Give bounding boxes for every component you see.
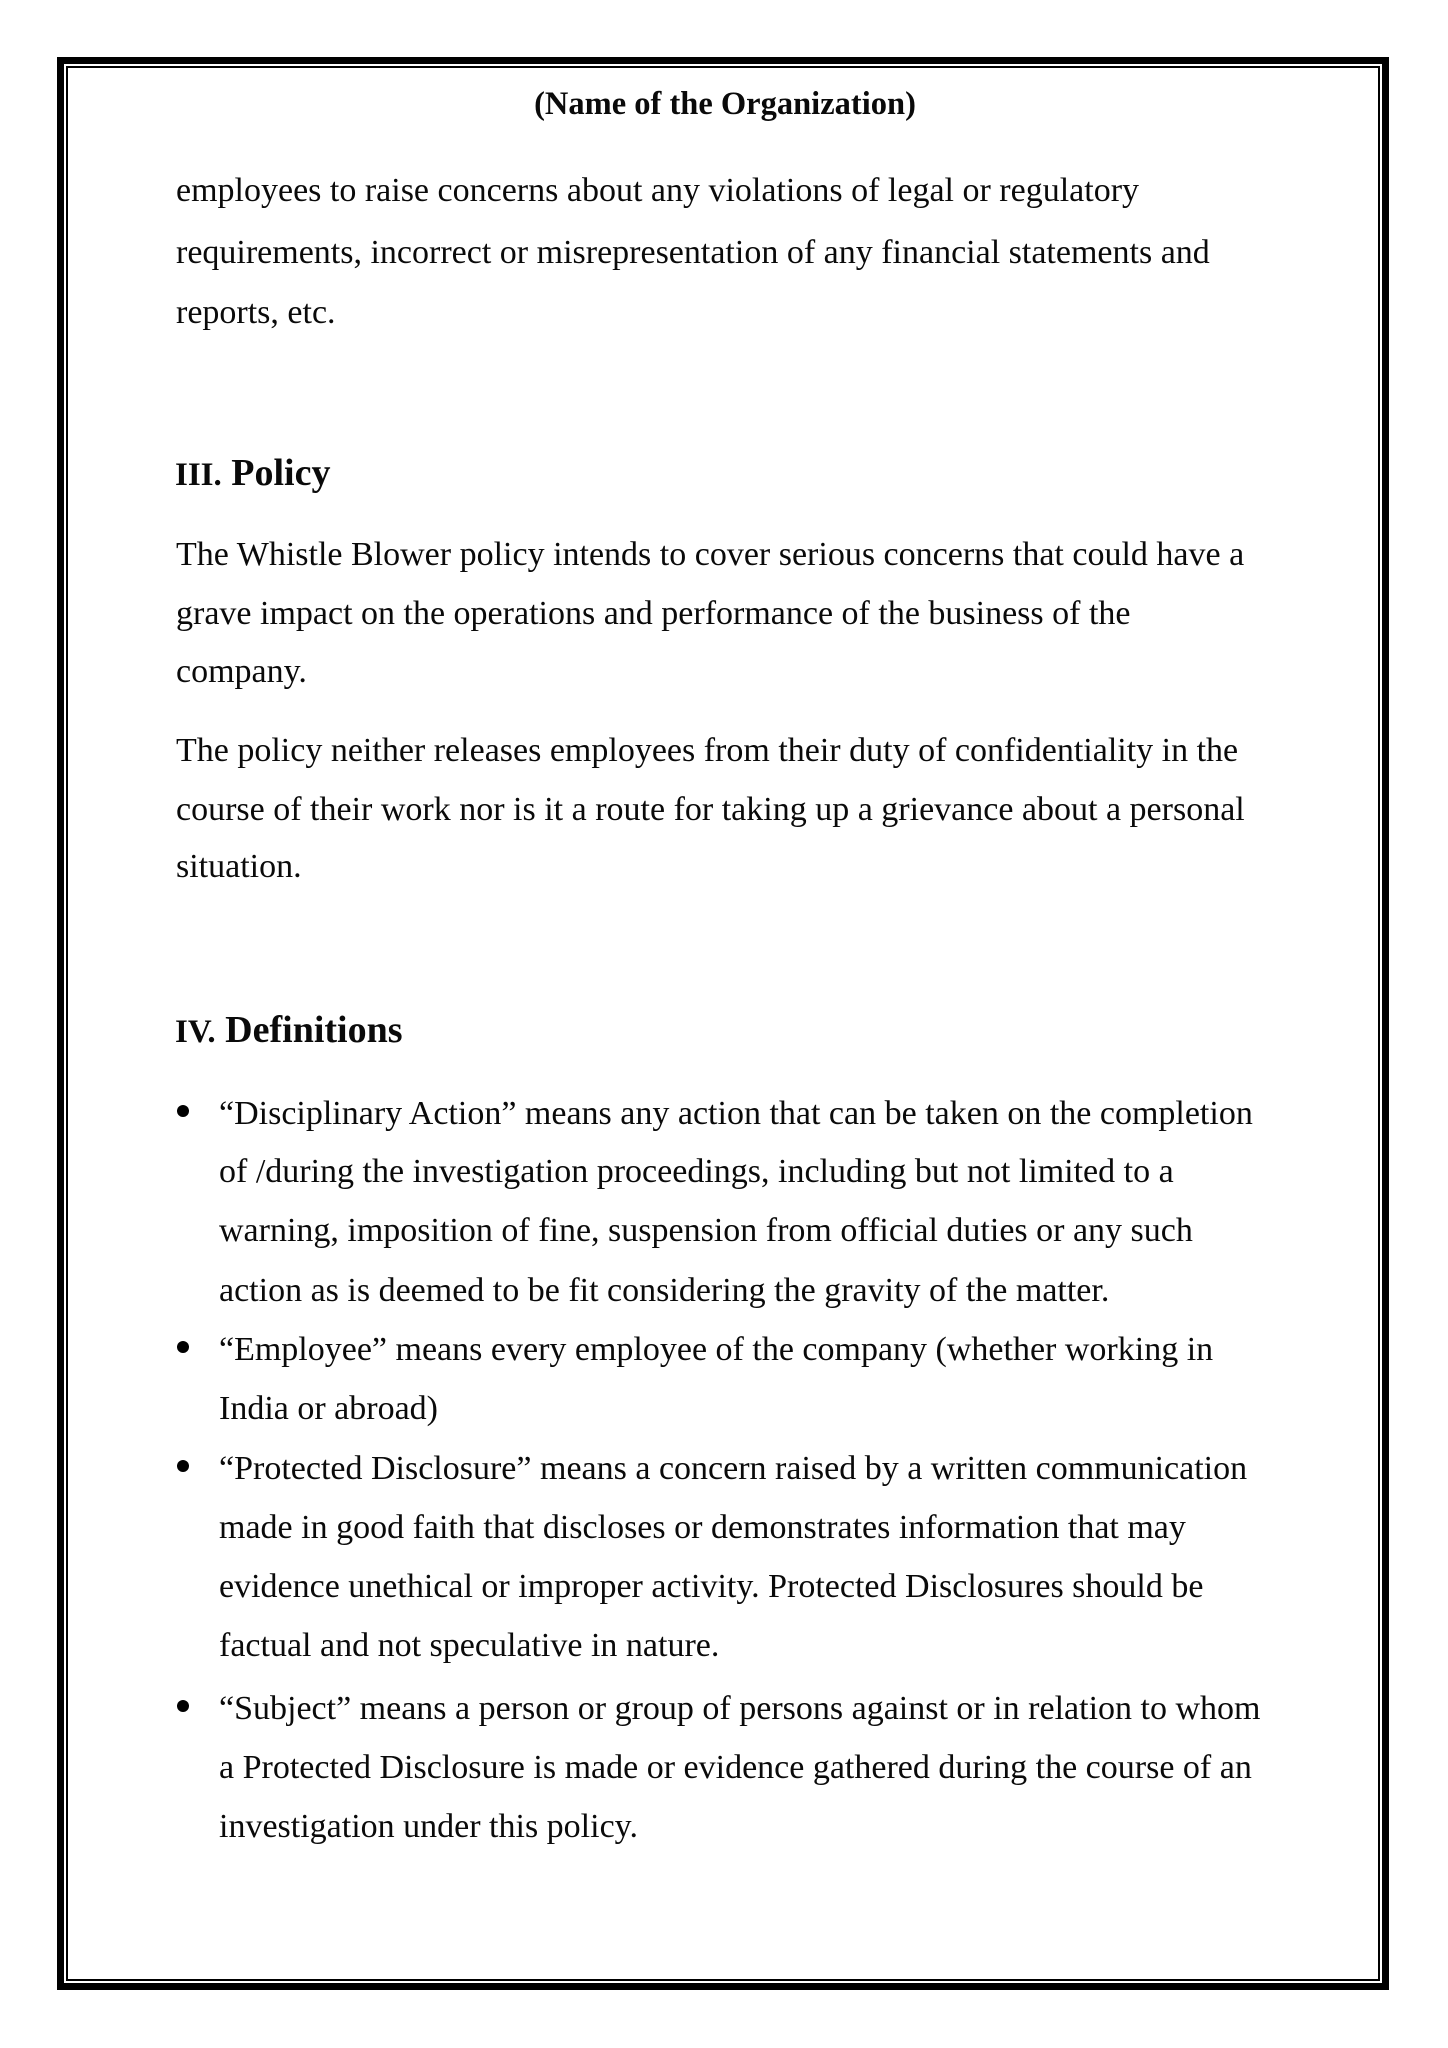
paragraph-line: company.	[176, 653, 307, 690]
paragraph-line: reports, etc.	[176, 294, 336, 331]
bullet-icon	[177, 1105, 189, 1117]
list-item-line: “Protected Disclosure” means a concern raised by a written communication	[219, 1450, 1248, 1487]
section-number: IV.	[175, 1014, 216, 1050]
paragraph-line: situation.	[176, 848, 302, 885]
paragraph-line: course of their work nor is it a route for taking up a grievance about a personal	[176, 791, 1245, 828]
section-title: Definitions	[225, 1009, 403, 1051]
section-title: Policy	[231, 452, 331, 494]
list-item-line: factual and not speculative in nature.	[219, 1627, 720, 1664]
list-item-line: “Disciplinary Action” means any action that can be taken on the completion	[219, 1095, 1253, 1132]
section-number: III.	[175, 457, 222, 493]
bullet-icon	[177, 1700, 189, 1712]
paragraph-line: The policy neither releases employees from their duty of confidentiality in the	[176, 732, 1239, 769]
list-item-line: action as is deemed to be fit considering the gravity of the matter.	[219, 1272, 1110, 1309]
section-heading-policy	[175, 454, 330, 492]
list-item-line: of /during the investigation proceedings, including but not limited to a	[219, 1153, 1174, 1190]
section-heading-definitions	[175, 1011, 403, 1049]
list-item-line: investigation under this policy.	[219, 1808, 638, 1845]
paragraph-line: grave impact on the operations and performance of the business of the	[176, 595, 1131, 632]
list-item-line: a Protected Disclosure is made or evidence gathered during the course of an	[219, 1749, 1252, 1786]
paragraph-line: The Whistle Blower policy intends to cover serious concerns that could have a	[176, 536, 1245, 573]
list-item-line: “Subject” means a person or group of persons against or in relation to whom	[219, 1690, 1261, 1727]
paragraph-line: employees to raise concerns about any violations of legal or regulatory	[176, 172, 1140, 209]
bullet-icon	[177, 1341, 189, 1353]
paragraph-line: requirements, incorrect or misrepresentation of any financial statements and	[176, 234, 1210, 271]
list-item-line: warning, imposition of fine, suspension from official duties or any such	[219, 1212, 1193, 1249]
list-item-line: made in good faith that discloses or demonstrates information that may	[219, 1509, 1186, 1546]
list-item-line: “Employee” means every employee of the company (whether working in	[219, 1331, 1214, 1368]
bullet-icon	[177, 1460, 189, 1472]
organization-name-header: (Name of the Organization)	[534, 86, 916, 122]
list-item-line: evidence unethical or improper activity. Protected Disclosures should be	[219, 1568, 1204, 1605]
list-item-line: India or abroad)	[219, 1390, 439, 1427]
